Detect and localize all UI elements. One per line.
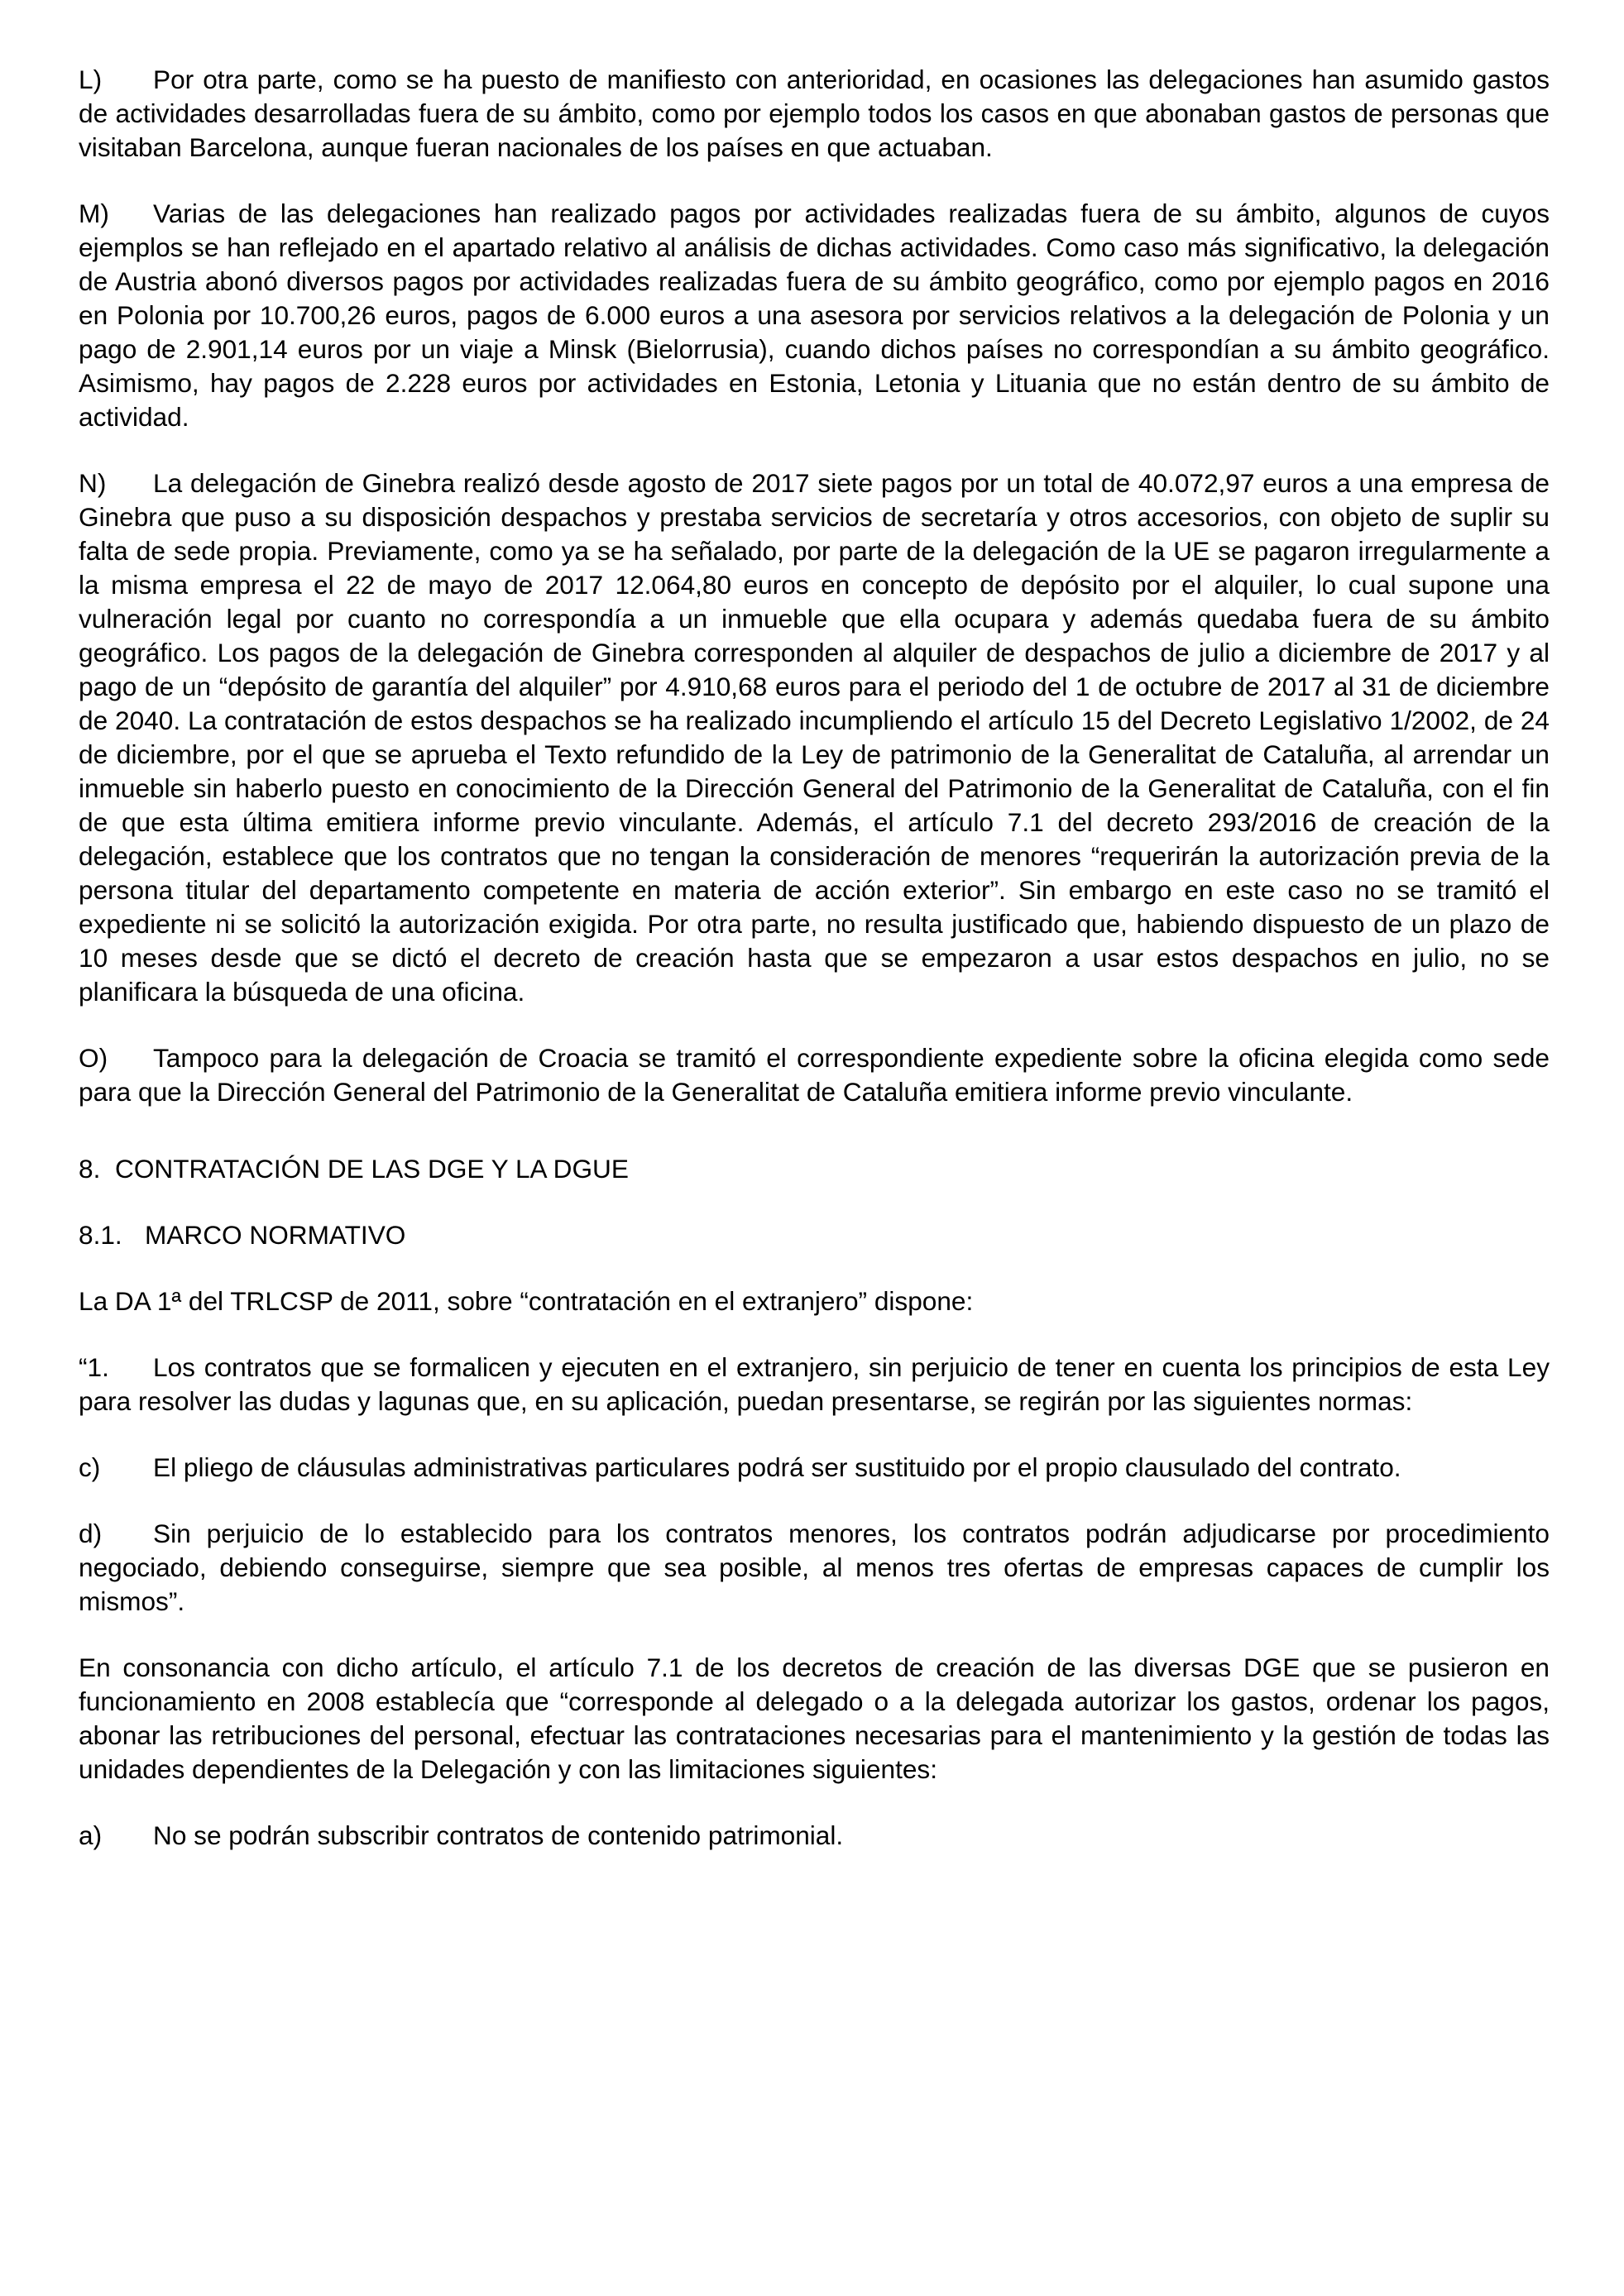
paragraph-m xyxy=(79,197,1550,434)
paragraph-label: L) xyxy=(79,65,103,94)
paragraph-label: M) xyxy=(79,199,109,228)
paragraph-text: Tampoco para la delegación de Croacia se tramitó el correspondiente expediente sobre la oficina elegida como sede para que la Dirección General del Patrimonio de la Generalitat de Cataluña emitiera informe previo vinculante. xyxy=(79,1043,1550,1107)
section-number: 8. xyxy=(79,1154,101,1184)
subsection-title: MARCO NORMATIVO xyxy=(145,1220,406,1250)
item-a-text: No se podrán subscribir contratos de contenido patrimonial. xyxy=(153,1820,844,1850)
intro-paragraph: La DA 1ª del TRLCSP de 2011, sobre “contratación en el extranjero” dispone: xyxy=(79,1286,974,1316)
paragraph-label: O) xyxy=(79,1043,108,1073)
quote-item-label: c) xyxy=(79,1452,101,1482)
consonancia-paragraph: En consonancia con dicho artículo, el artículo 7.1 de los decretos de creación de las diversas DGE que se pusieron en funcionamiento en 2008 establecía que “corresponde al delegado o a la delegada autorizar los gastos, ordenar los pagos, abonar las retribuciones del personal, efectuar las contrataciones necesarias para el mantenimiento y la gestión de todas las unidades dependientes de la Delegación y con las limitaciones siguientes: xyxy=(79,1653,1550,1784)
quote-item-d xyxy=(79,1517,1550,1619)
subsection-heading xyxy=(79,1218,1550,1252)
paragraph-n xyxy=(79,466,1550,1009)
section-title: CONTRATACIÓN DE LAS DGE Y LA DGUE xyxy=(115,1154,629,1184)
quote-item-label: “1. xyxy=(79,1352,109,1382)
paragraph-text: Varias de las delegaciones han realizado pagos por actividades realizadas fuera de su ámbito, algunos de cuyos ejemplos se han reflejado en el apartado relativo al análisis de dichas actividades. Como caso más significativo, la delegación de Austria abonó diversos pagos por actividades realizadas fuera de su ámbito geográfico, como por ejemplo pagos en 2016 en Polonia por 10.700,26 euros, pagos de 6.000 euros a una asesora por servicios relativos a la delegación de Polonia y un pago de 2.901,14 euros por un viaje a Minsk (Bielorrusia), cuando dichos países no correspondían a su ámbito geográfico. Asimismo, hay pagos de 2.228 euros por actividades en Estonia, Letonia y Lituania que no están dentro de su ámbito de actividad. xyxy=(79,199,1550,432)
quote-item-text: El pliego de cláusulas administrativas particulares podrá ser sustituido por el propio clausulado del contrato. xyxy=(153,1452,1401,1482)
quote-item-text: Los contratos que se formalicen y ejecuten en el extranjero, sin perjuicio de tener en cuenta los principios de esta Ley para resolver las dudas y lagunas que, en su aplicación, puedan presentarse, se regirán por las siguientes normas: xyxy=(79,1352,1550,1416)
section-heading xyxy=(79,1152,1550,1186)
subsection-number: 8.1. xyxy=(79,1220,122,1250)
paragraph-text: Por otra parte, como se ha puesto de manifiesto con anterioridad, en ocasiones las delegaciones han asumido gastos de actividades desarrolladas fuera de su ámbito, como por ejemplo todos los casos en que abonaban gastos de personas que visitaban Barcelona, aunque fueran nacionales de los países en que actuaban. xyxy=(79,65,1550,162)
paragraph-l xyxy=(79,63,1550,165)
quote-item-1 xyxy=(79,1351,1550,1418)
item-a xyxy=(79,1819,1550,1853)
quote-item-label: d) xyxy=(79,1519,103,1548)
paragraph-o xyxy=(79,1041,1550,1109)
item-a-label: a) xyxy=(79,1820,103,1850)
quote-item-text: Sin perjuicio de lo establecido para los contratos menores, los contratos podrán adjudicarse por procedimiento negociado, debiendo conseguirse, siempre que sea posible, al menos tres ofertas de empresas capaces de cumplir los mismos”. xyxy=(79,1519,1550,1616)
quote-item-c xyxy=(79,1451,1550,1485)
paragraph-label: N) xyxy=(79,468,107,498)
paragraph-text: La delegación de Ginebra realizó desde agosto de 2017 siete pagos por un total de 40.072,97 euros a una empresa de Ginebra que puso a su disposición despachos y prestaba servicios de secretaría y otros accesorios, con objeto de suplir su falta de sede propia. Previamente, como ya se ha señalado, por parte de la delegación de la UE se pagaron irregularmente a la misma empresa el 22 de mayo de 2017 12.064,80 euros en concepto de depósito por el alquiler, lo cual supone una vulneración legal por cuanto no correspondía a un inmueble que ella ocupara y además quedaba fuera de su ámbito geográfico. Los pagos de la delegación de Ginebra corresponden al alquiler de despachos de julio a diciembre de 2017 y al pago de un “depósito de garantía del alquiler” por 4.910,68 euros para el periodo del 1 de octubre de 2017 al 31 de diciembre de 2040. La contratación de estos despachos se ha realizado incumpliendo el artículo 15 del Decreto Legislativo 1/2002, de 24 de diciembre, por el que se aprueba el Texto refundido de la Ley de patrimonio de la Generalitat de Cataluña, al arrendar un inmueble sin haberlo puesto en conocimiento de la Dirección General del Patrimonio de la Generalitat de Cataluña, con el fin de que esta última emitiera informe previo vinculante. Además, el artículo 7.1 del decreto 293/2016 de creación de la delegación, establece que los contratos que no tengan la consideración de menores “requerirán la autorización previa de la persona titular del departamento competente en materia de acción exterior”. Sin embargo en este caso no se tramitó el expediente ni se solicitó la autorización exigida. Por otra parte, no resulta justificado que, habiendo dispuesto de un plazo de 10 meses desde que se dictó el decreto de creación hasta que se empezaron a usar estos despachos en julio, no se planificara la búsqueda de una oficina. xyxy=(79,468,1550,1007)
